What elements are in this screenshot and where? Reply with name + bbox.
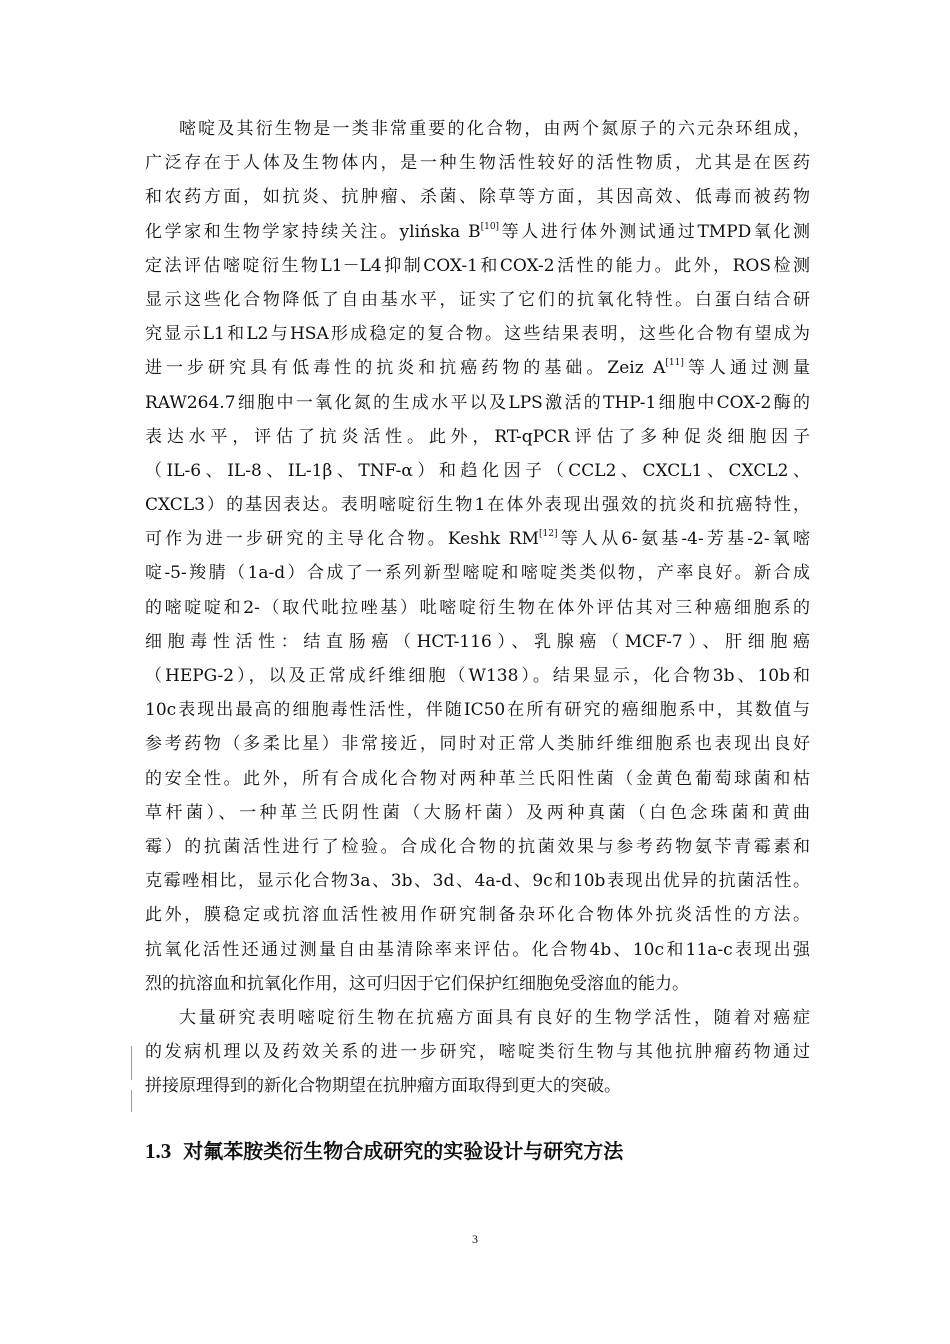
text-line: RAW264.7细胞中一氧化氮的生成水平以及LPS激活的THP-1细胞中COX-2酶的 — [145, 392, 810, 413]
text-line-with-citation — [145, 351, 810, 385]
text-line: 的发病机理以及药效关系的进一步研究，嘧啶类衍生物与其他抗肿瘤药物通过 — [145, 1042, 810, 1063]
text-line: 烈的抗溶血和抗氧化作用，这可归因于它们保护红细胞免受溶血的能力。 — [145, 973, 689, 994]
revision-margin-mark — [131, 1090, 132, 1112]
section-title: 对氟苯胺类衍生物合成研究的实验设计与研究方法 — [183, 1139, 624, 1163]
text-segment: 等人通过测量 — [683, 358, 810, 379]
text-line: 霉）的抗菌活性进行了检验。合成化合物的抗菌效果与参考药物氨苄青霉素和 — [145, 836, 810, 857]
text-line: 表达水平，评估了抗炎活性。此外，RT-qPCR评估了多种促炎细胞因子 — [145, 426, 810, 447]
section-number: 1.3 — [145, 1139, 172, 1163]
text-line: 大量研究表明嘧啶衍生物在抗癌方面具有良好的生物学活性，随着对癌症 — [179, 1007, 810, 1028]
text-line: 10c表现出最高的细胞毒性活性，伴随IC50在所有研究的癌细胞系中，其数值与 — [145, 700, 810, 721]
text-line: 显示这些化合物降低了自由基水平，证实了它们的抗氧化特性。白蛋白结合研 — [145, 289, 810, 310]
text-line-with-citation — [145, 522, 810, 556]
body-text — [145, 112, 810, 1103]
text-line: 草杆菌）、一种革兰氏阴性菌（大肠杆菌）及两种真菌（白色念珠菌和黄曲 — [145, 802, 810, 823]
revision-margin-mark — [131, 1046, 132, 1080]
text-line: 嘧啶及其衍生物是一类非常重要的化合物，由两个氮原子的六元杂环组成， — [179, 119, 810, 139]
text-line: 定法评估嘧啶衍生物L1－L4抑制COX-1和COX-2活性的能力。此外，ROS检测 — [145, 255, 810, 276]
text-line: 拼接原理得到的新化合物期望在抗肿瘤方面取得到更大的突破。 — [145, 1076, 621, 1097]
text-line: （IL-6、IL-8、IL-1β、TNF-α）和趋化因子（CCL2、CXCL1、CXCL2、 — [145, 460, 810, 481]
section-heading — [145, 1136, 845, 1166]
text-line: 啶-5-羧腈（1a-d）合成了一系列新型嘧啶和嘧啶类类似物，产率良好。新合成 — [145, 563, 810, 584]
text-segment: 等人从6-氨基-4-芳基-2-氧嘧 — [557, 529, 810, 550]
text-line: 广泛存在于人体及生物体内，是一种生物活性较好的活性物质，尤其是在医药 — [145, 153, 810, 174]
text-line: （HEPG-2），以及正常成纤维细胞（W138）。结果显示，化合物3b、10b和 — [145, 666, 810, 686]
text-line: 的安全性。此外，所有合成化合物对两种革兰氏阳性菌（金黄色葡萄球菌和枯 — [145, 768, 810, 789]
citation-10: [10] — [480, 221, 500, 232]
citation-12: [12] — [539, 529, 558, 540]
text-segment: 可作为进一步研究的主导化合物。Keshk RM — [145, 529, 540, 550]
text-segment: 等人进行体外测试通过TMPD氧化测 — [499, 221, 810, 242]
text-line: 此外，膜稳定或抗溶血活性被用作研究制备杂环化合物体外抗炎活性的方法。 — [145, 905, 810, 926]
text-segment: 进一步研究具有低毒性的抗炎和抗癌药物的基础。Zeiz A — [145, 358, 666, 379]
text-line: 究显示L1和L2与HSA形成稳定的复合物。这些结果表明，这些化合物有望成为 — [145, 324, 810, 345]
citation-11: [11] — [665, 358, 684, 369]
text-line-with-citation — [145, 215, 810, 249]
text-line: 和农药方面，如抗炎、抗肿瘤、杀菌、除草等方面，其因高效、低毒而被药物 — [145, 187, 810, 208]
text-line: 细胞毒性活性：结直肠癌（HCT-116）、乳腺癌（MCF-7）、肝细胞癌 — [145, 631, 810, 652]
page-number: 3 — [472, 1232, 478, 1246]
text-line: 克霉唑相比，显示化合物3a、3b、3d、4a-d、9c和10b表现出优异的抗菌活性。 — [145, 871, 810, 892]
text-line: CXCL3）的基因表达。表明嘧啶衍生物1在体外表现出强效的抗炎和抗癌特性， — [145, 495, 810, 516]
text-segment: 化学家和生物学家持续关注。ylińska B — [145, 221, 481, 242]
text-line: 抗氧化活性还通过测量自由基清除率来评估。化合物4b、10c和11a-c表现出强 — [145, 939, 810, 960]
text-line: 的嘧啶啶和2-（取代吡拉唑基）吡嘧啶衍生物在体外评估其对三种癌细胞系的 — [145, 597, 810, 618]
text-line: 参考药物（多柔比星）非常接近，同时对正常人类肺纤维细胞系也表现出良好 — [145, 734, 810, 755]
